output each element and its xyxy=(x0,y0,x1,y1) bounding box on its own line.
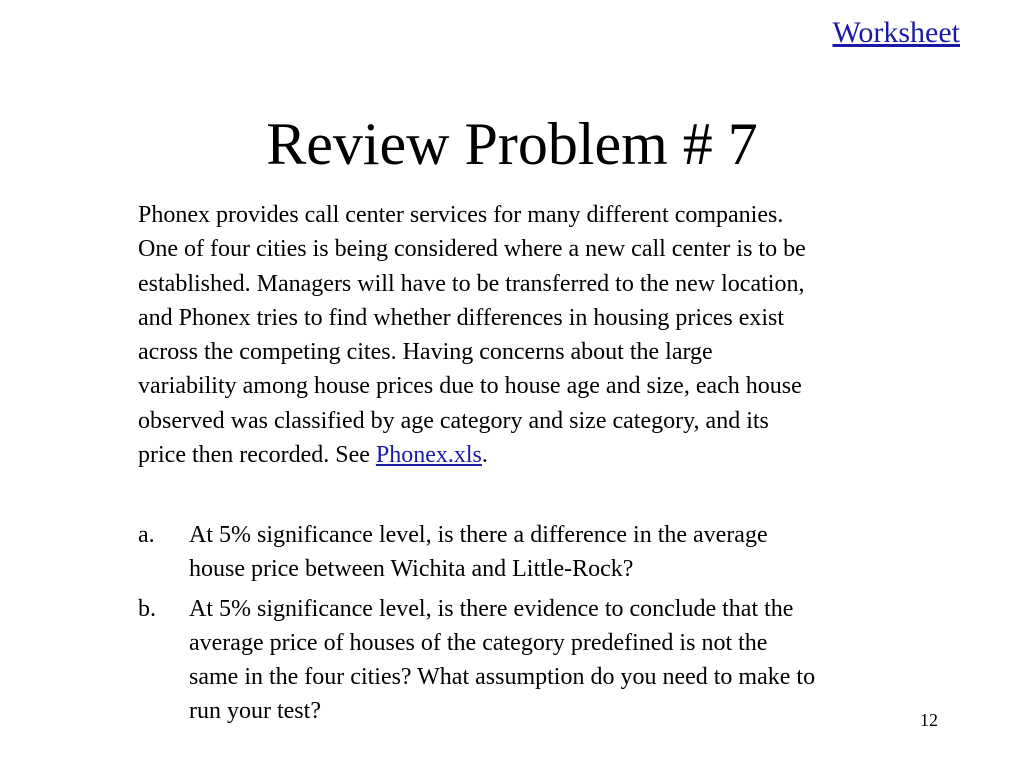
question-label: b. xyxy=(138,596,156,622)
problem-description xyxy=(138,198,938,472)
worksheet-link[interactable]: Worksheet xyxy=(832,16,960,49)
question-item-b xyxy=(138,592,938,728)
phonex-xls-link[interactable]: Phonex.xls xyxy=(375,442,482,469)
description-text: Phonex provides call center services for many different companies. One of four cities is being considered where a new call center is to be established. Managers will have to be transferred to the new location, and Phonex tries to find whether differences in housing prices exist across the competing cites. Having concerns about the large variability among house prices due to house age and size, each house observed was classified by age category and size category, and its price then recorded. See xyxy=(138,202,806,469)
question-label: a. xyxy=(138,522,155,548)
description-end: . xyxy=(481,442,488,469)
question-text: At 5% significance level, is there evidence to conclude that the average price of houses of the category predefined is not the same in the four cities? What assumption do you need to make to run your test? xyxy=(189,596,816,724)
question-item-a xyxy=(138,518,938,586)
page-number: 12 xyxy=(920,710,938,730)
question-list xyxy=(138,518,938,734)
slide-title: Review Problem # 7 xyxy=(266,111,758,177)
description-paragraph xyxy=(138,198,938,472)
question-text: At 5% significance level, is there a difference in the average house price between Wichita and Little-Rock? xyxy=(189,522,768,582)
